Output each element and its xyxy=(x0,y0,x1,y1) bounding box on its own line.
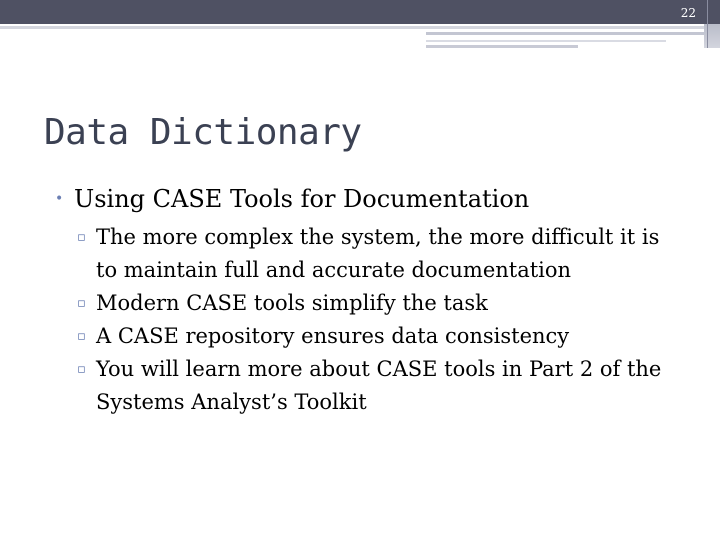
sub-bullet-marker: ▫ xyxy=(77,329,86,344)
sub-bullet-text: A CASE repository ensures data consistency xyxy=(96,324,570,348)
page-number: 22 xyxy=(680,6,696,20)
decorative-stripe xyxy=(0,31,410,39)
sub-bullet-list xyxy=(77,221,695,419)
decorative-stripe xyxy=(426,45,578,48)
decorative-edge-line xyxy=(707,0,708,48)
decorative-stripe xyxy=(0,26,720,29)
sub-bullet-text: You will learn more about CASE tools in Part 2 of the Systems Analyst’s Toolkit xyxy=(96,357,662,414)
sub-bullet-marker: ▫ xyxy=(77,230,86,245)
sub-bullet-item xyxy=(77,353,695,419)
slide-title: Data Dictionary xyxy=(44,112,362,153)
slide-body xyxy=(55,183,695,419)
sub-bullet-item xyxy=(77,221,695,287)
sub-bullet-text: Modern CASE tools simplify the task xyxy=(96,291,488,315)
bullet-text: Using CASE Tools for Documentation xyxy=(74,185,530,213)
bullet-marker: • xyxy=(55,191,64,207)
decorative-stripe xyxy=(426,32,706,35)
bullet-item xyxy=(55,183,695,215)
sub-bullet-item xyxy=(77,320,695,353)
decorative-stripe xyxy=(426,40,666,42)
header-bar xyxy=(0,0,704,24)
sub-bullet-item xyxy=(77,287,695,320)
sub-bullet-marker: ▫ xyxy=(77,296,86,311)
sub-bullet-text: The more complex the system, the more difficult it is to maintain full and accurate documentation xyxy=(96,225,660,282)
sub-bullet-marker: ▫ xyxy=(77,362,86,377)
